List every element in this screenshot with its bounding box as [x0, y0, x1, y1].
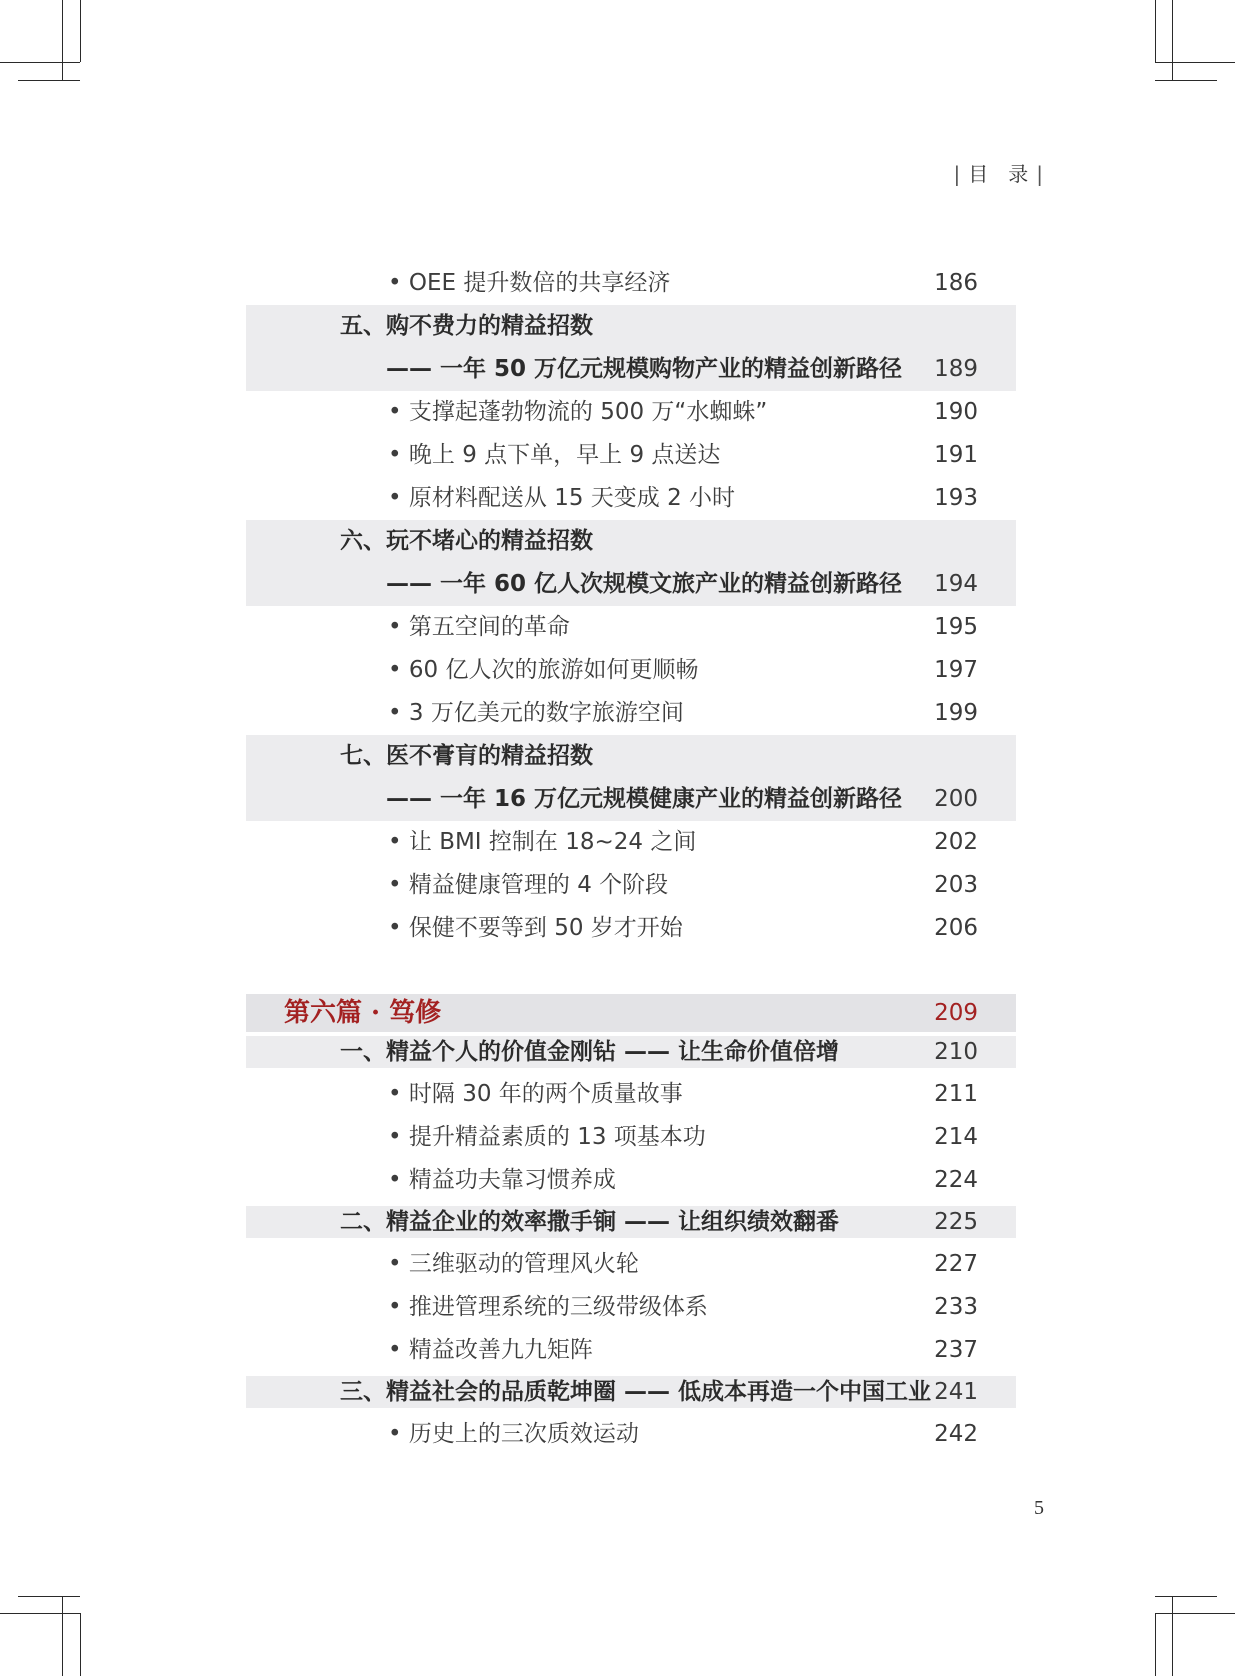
toc-entry-page-number: 209	[934, 1000, 978, 1026]
toc-entry[interactable]	[246, 1243, 1016, 1286]
toc-entry-page-number: 233	[934, 1294, 978, 1320]
toc-entry[interactable]	[246, 1116, 1016, 1159]
toc-entry[interactable]	[246, 1286, 1016, 1329]
toc-entry-page-number: 195	[934, 614, 978, 640]
toc-entry-page-number: 211	[934, 1081, 978, 1107]
toc-entry-page-number: 224	[934, 1167, 978, 1193]
toc-entry[interactable]	[246, 1413, 1016, 1456]
toc-entry-title: • 晚上 9 点下单，早上 9 点送达	[388, 442, 721, 468]
toc-entry[interactable]	[246, 1159, 1016, 1202]
toc-entry-page-number: 202	[934, 829, 978, 855]
toc-entry-page-number: 214	[934, 1124, 978, 1150]
toc-entry-page-number: 225	[934, 1209, 978, 1235]
toc-entry-title: —— 一年 60 亿人次规模文旅产业的精益创新路径	[386, 571, 903, 597]
toc-entry-page-number: 193	[934, 485, 978, 511]
toc-entry-title: • 精益健康管理的 4 个阶段	[388, 872, 669, 898]
toc-entry-page-number: 199	[934, 700, 978, 726]
toc-entry[interactable]	[246, 520, 1016, 563]
header-title-char-2: 录	[1008, 162, 1031, 186]
toc-entry-page-number: 200	[934, 786, 978, 812]
toc-entry-title: • 历史上的三次质效运动	[388, 1421, 639, 1447]
toc-entry[interactable]	[246, 821, 1016, 864]
toc-entry-page-number: 189	[934, 356, 978, 382]
toc-entry-page-number: 210	[934, 1039, 978, 1065]
toc-entry-title: • 精益改善九九矩阵	[388, 1337, 593, 1363]
toc-entry[interactable]	[246, 348, 1016, 391]
header-title-char-1: 目	[968, 162, 991, 186]
toc-entry-title: • 推进管理系统的三级带级体系	[388, 1294, 708, 1320]
running-header	[954, 158, 1046, 187]
toc-entry[interactable]	[246, 864, 1016, 907]
toc-entry-title: • 3 万亿美元的数字旅游空间	[388, 700, 684, 726]
toc-entry-title: • 保健不要等到 50 岁才开始	[388, 915, 683, 941]
toc-entry-page-number: 241	[934, 1379, 978, 1405]
toc-entry-page-number: 237	[934, 1337, 978, 1363]
toc-entry[interactable]	[246, 1073, 1016, 1116]
toc-entry[interactable]	[246, 907, 1016, 950]
header-bar-right: |	[1036, 162, 1045, 186]
header-bar-left: |	[953, 162, 963, 186]
toc-entry-title: • 提升精益素质的 13 项基本功	[388, 1124, 706, 1150]
toc-entry-title: 一、精益个人的价值金刚钻 —— 让生命价值倍增	[340, 1039, 840, 1065]
toc-entry[interactable]	[246, 692, 1016, 735]
toc-entry[interactable]	[246, 1329, 1016, 1372]
toc-entry-page-number: 227	[934, 1251, 978, 1277]
toc-entry[interactable]	[246, 477, 1016, 520]
toc-entry[interactable]	[246, 994, 1016, 1032]
toc-entry-title: • 原材料配送从 15 天变成 2 小时	[388, 485, 736, 511]
toc-entry-title: • 三维驱动的管理风火轮	[388, 1251, 639, 1277]
toc-entry[interactable]	[246, 735, 1016, 778]
toc-entry[interactable]	[246, 305, 1016, 348]
toc-entry[interactable]	[246, 434, 1016, 477]
toc-entry-title: 七、医不膏肓的精益招数	[340, 743, 593, 769]
toc-entry[interactable]	[246, 778, 1016, 821]
toc-entry-page-number: 197	[934, 657, 978, 683]
page-number: 5	[1034, 1497, 1044, 1519]
toc-entry-page-number: 194	[934, 571, 978, 597]
toc-entry-page-number: 191	[934, 442, 978, 468]
toc-entry[interactable]	[246, 391, 1016, 434]
toc-entry-page-number: 203	[934, 872, 978, 898]
toc-entry-page-number: 242	[934, 1421, 978, 1447]
toc-entry[interactable]	[246, 606, 1016, 649]
table-of-contents	[246, 262, 1016, 1456]
toc-entry-title: • 60 亿人次的旅游如何更顺畅	[388, 657, 699, 683]
toc-entry-title: • 让 BMI 控制在 18~24 之间	[388, 829, 697, 855]
toc-entry-title: • OEE 提升数倍的共享经济	[388, 270, 671, 296]
toc-entry-title: 第六篇 · 笃修	[284, 998, 442, 1028]
toc-entry-title: • 第五空间的革命	[388, 614, 570, 640]
toc-entry-title: —— 一年 50 万亿元规模购物产业的精益创新路径	[386, 356, 903, 382]
toc-entry-title: —— 一年 16 万亿元规模健康产业的精益创新路径	[386, 786, 903, 812]
toc-entry-title: • 精益功夫靠习惯养成	[388, 1167, 616, 1193]
toc-entry-title: 二、精益企业的效率撒手锏 —— 让组织绩效翻番	[340, 1209, 840, 1235]
toc-entry-page-number: 186	[934, 270, 978, 296]
toc-entry[interactable]	[246, 649, 1016, 692]
toc-entry[interactable]	[246, 1206, 1016, 1238]
toc-entry-page-number: 190	[934, 399, 978, 425]
toc-entry-title: • 时隔 30 年的两个质量故事	[388, 1081, 683, 1107]
toc-entry-title: 六、玩不堵心的精益招数	[340, 528, 593, 554]
toc-entry[interactable]	[246, 262, 1016, 305]
toc-entry[interactable]	[246, 1376, 1016, 1408]
toc-entry-title: • 支撑起蓬勃物流的 500 万“水蜘蛛”	[388, 399, 768, 425]
toc-entry-page-number: 206	[934, 915, 978, 941]
toc-entry-title: 五、购不费力的精益招数	[340, 313, 593, 339]
toc-entry[interactable]	[246, 1036, 1016, 1068]
toc-entry-title: 三、精益社会的品质乾坤圈 —— 低成本再造一个中国工业	[340, 1379, 932, 1405]
toc-entry[interactable]	[246, 563, 1016, 606]
